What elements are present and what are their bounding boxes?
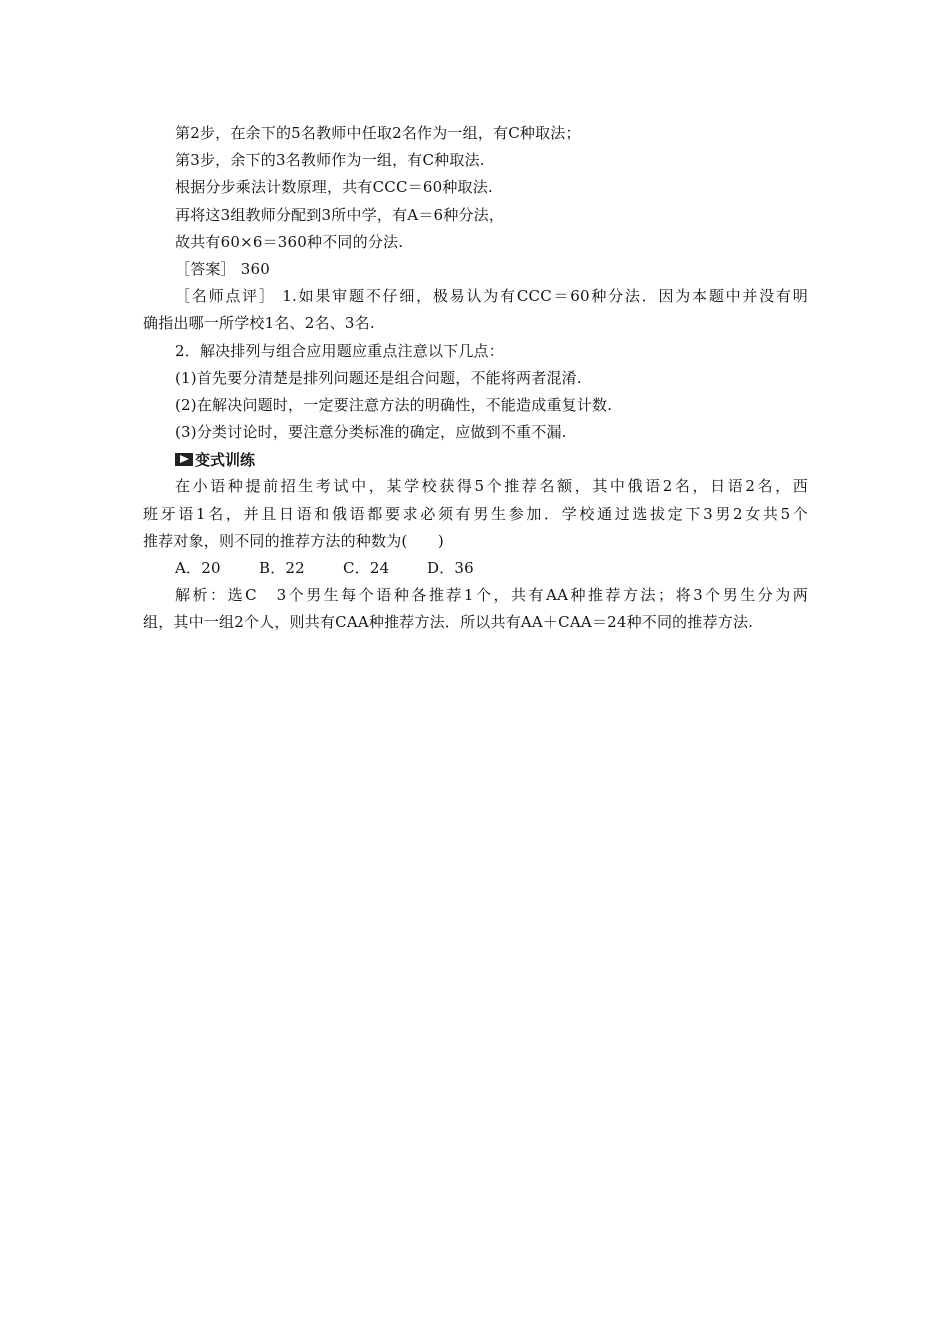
document-body <box>143 120 808 637</box>
choice-b: B．22 <box>259 559 305 577</box>
analysis-line-2: 组，其中一组2个人，则共有CAA种推荐方法．所以共有AA＋CAA＝24种不同的推荐方法. <box>143 613 754 632</box>
comment-item-3: (3)分类讨论时，要注意分类标准的确定，应做到不重不漏. <box>175 423 567 442</box>
choice-c: C．24 <box>343 559 390 577</box>
answer-line: ［答案］ 360 <box>175 259 270 278</box>
choice-a: A．20 <box>175 559 221 577</box>
comment-line-2: 确指出哪一所学校1名、2名、3名. <box>143 314 375 333</box>
question-line-1: 在小语种提前招生考试中，某学校获得5个推荐名额，其中俄语2名，日语2名，西 <box>175 477 808 496</box>
question-line-2: 班牙语1名，并且日语和俄语都要求必须有男生参加．学校通过选拔定下3男2女共5个 <box>143 504 808 523</box>
comment-point-2: 2．解决排列与组合应用题应重点注意以下几点： <box>175 341 504 360</box>
analysis-line-1: 解析：选C 3个男生每个语种各推荐1个，共有AA种推荐方法；将3个男生分为两 <box>175 586 808 605</box>
solution-step-2: 第2步，在余下的5名教师中任取2名作为一组，有C种取法； <box>175 124 581 142</box>
comment-line-1: ［名师点评］ 1.如果审题不仔细，极易认为有CCC＝60种分法．因为本题中并没有明 <box>175 287 808 306</box>
solution-assign: 再将这3组教师分配到3所中学，有A＝6种分法， <box>175 205 505 224</box>
choice-list <box>143 555 808 582</box>
choice-d: D．36 <box>427 559 474 577</box>
solution-total: 故共有60×6＝360种不同的分法. <box>175 232 404 251</box>
exercise-heading <box>143 446 808 473</box>
solution-step-3: 第3步，余下的3名教师作为一组，有C种取法. <box>175 151 485 170</box>
solution-principle: 根据分步乘法计数原理，共有CCC＝60种取法. <box>175 178 493 197</box>
comment-item-1: (1)首先要分清楚是排列问题还是组合问题，不能将两者混淆. <box>175 368 582 387</box>
comment-item-2: (2)在解决问题时，一定要注意方法的明确性，不能造成重复计数. <box>175 395 613 414</box>
play-icon <box>175 453 193 466</box>
question-line-3: 推荐对象，则不同的推荐方法的种数为( ) <box>143 531 444 550</box>
exercise-heading-label: 变式训练 <box>195 451 256 470</box>
